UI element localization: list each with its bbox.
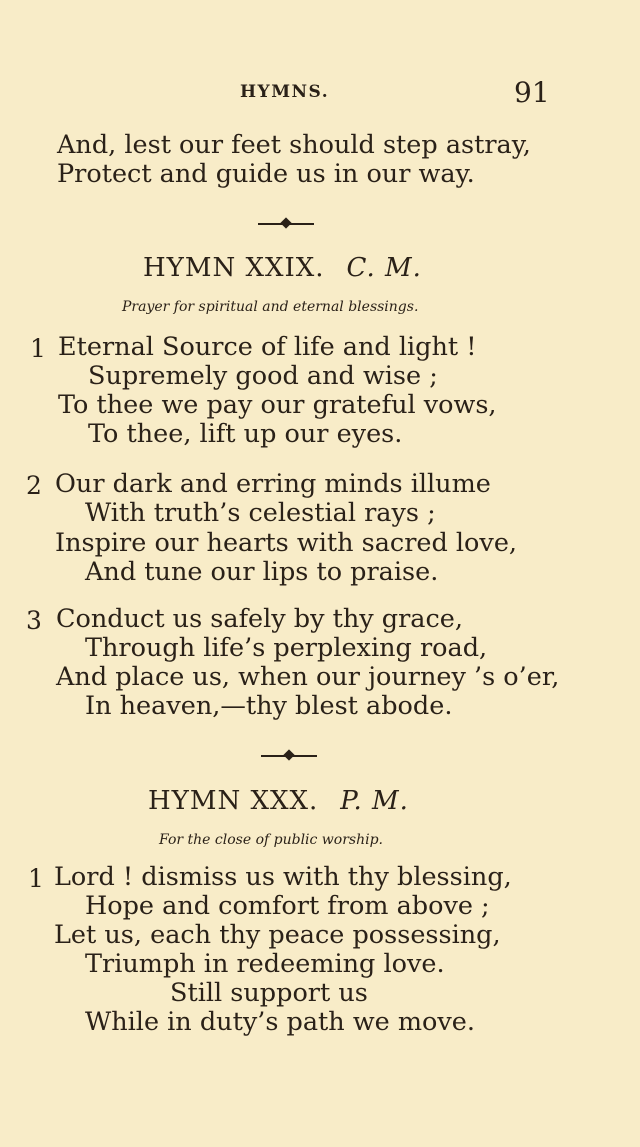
running-header: HYMNS. [240, 82, 330, 102]
hymn-title [148, 786, 409, 816]
verse-line: And place us, when our journey ’s o’er, [56, 662, 560, 692]
hymn-number: HYMN XXIX. [143, 253, 325, 283]
verse-line: Through life’s perplexing road, [85, 633, 488, 663]
section-divider [261, 750, 317, 762]
verse-line: Lord ! dismiss us with thy blessing, [54, 862, 512, 892]
verse-line: Supremely good and wise ; [88, 361, 438, 391]
verse-line: To thee we pay our grateful vows, [58, 390, 497, 420]
hymn-title [143, 253, 422, 283]
verse-line: Conduct us safely by thy grace, [56, 604, 463, 634]
hymn-meter: P. M. [340, 786, 409, 816]
verse-line: Triumph in redeeming love. [85, 949, 445, 979]
verse-line: Our dark and erring minds illume [55, 469, 491, 499]
page-number: 91 [514, 76, 550, 109]
verse-line: Eternal Source of life and light ! [58, 332, 477, 362]
verse-line: Protect and guide us in our way. [57, 159, 475, 189]
verse-line: In heaven,—thy blest abode. [85, 691, 453, 721]
stanza-number: 1 [30, 334, 46, 363]
verse-line: And, lest our feet should step astray, [57, 130, 531, 160]
verse-line: Inspire our hearts with sacred love, [55, 528, 518, 558]
verse-line: Hope and comfort from above ; [85, 891, 490, 921]
verse-line: While in duty’s path we move. [85, 1007, 475, 1037]
verse-line: Still support us [170, 978, 368, 1008]
stanza-number: 1 [28, 864, 44, 893]
verse-line: Let us, each thy peace possessing, [54, 920, 501, 950]
hymn-subtitle: Prayer for spiritual and eternal blessings. [122, 299, 419, 315]
verse-line: And tune our lips to praise. [85, 557, 439, 587]
hymn-number: HYMN XXX. [148, 786, 319, 816]
stanza-number: 2 [26, 471, 42, 500]
hymn-subtitle: For the close of public worship. [159, 832, 384, 848]
section-divider [258, 218, 314, 230]
verse-line: To thee, lift up our eyes. [88, 419, 403, 449]
stanza-number: 3 [26, 606, 42, 635]
hymn-meter: C. M. [346, 253, 422, 283]
verse-line: With truth’s celestial rays ; [85, 498, 436, 528]
